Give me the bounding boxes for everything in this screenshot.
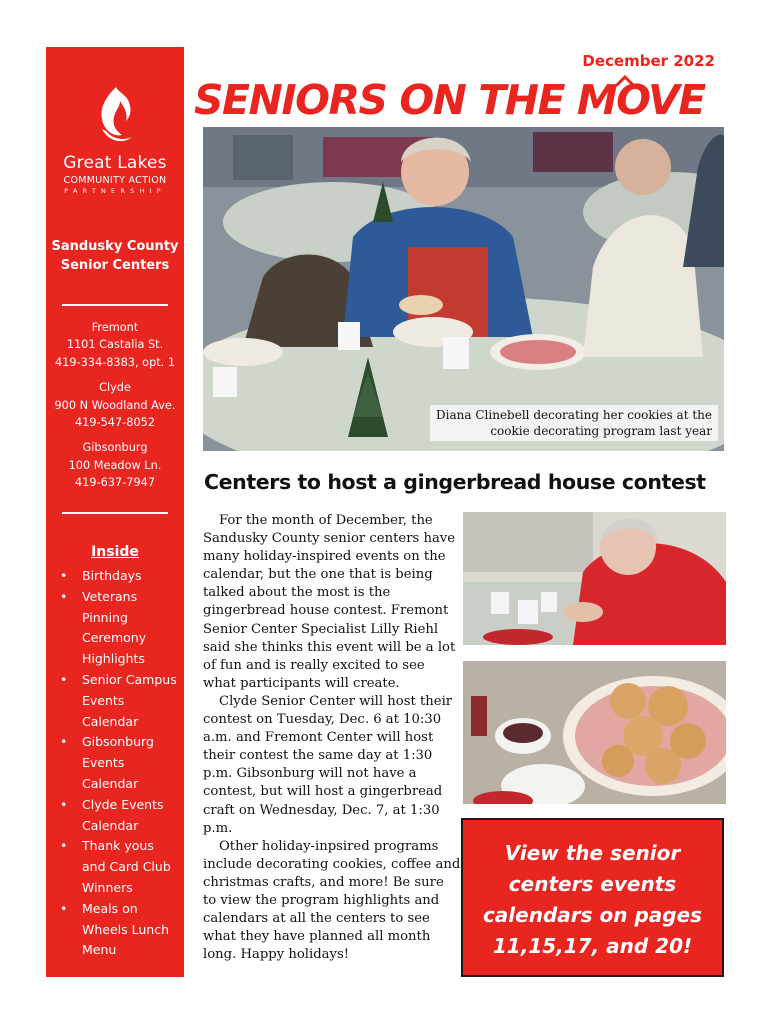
list-item-line: Calendar [82,775,139,791]
caption-line: Diana Clinebell decorating her cookies at the [436,408,712,422]
photo-woman-crafting [463,512,726,645]
list-item-line: • Gibsonburg [82,734,154,750]
county-line1: Sandusky County [51,239,179,254]
center-address: 900 N Woodland Ave. [54,398,176,412]
center-phone: 419-547-8052 [74,416,156,430]
list-item-line: • Clyde Events [82,796,164,812]
masthead-title: SENIORS ON THE MOVE [194,76,705,124]
list-item [56,795,184,837]
list-item [56,587,184,670]
county-title [46,237,184,275]
inside-list [56,566,184,961]
list-item-line: Events [82,692,125,708]
list-item-line: • Veterans [82,588,138,604]
brand-line2: COMMUNITY ACTION [63,175,167,186]
list-item-line: and Card Club [82,859,171,875]
inside-title: Inside [91,544,139,560]
photo-caption [430,405,718,441]
center-name: Clyde [99,381,131,395]
county-line2: Senior Centers [60,258,170,273]
list-item-line: Highlights [82,651,145,667]
divider [62,512,168,514]
brand-line3: PARTNERSHIP [64,187,166,195]
list-item-line: Wheels Lunch [82,921,170,937]
callout-line: centers events [508,872,677,896]
photo-illustration [203,127,724,451]
list-item [56,836,184,898]
list-item [56,899,184,961]
divider [62,304,168,306]
list-item [56,566,184,587]
photo-illustration [463,661,726,804]
list-item-line: Menu [82,942,117,958]
brand-name: Great Lakes [63,153,167,173]
center-address: 1101 Castalia St. [66,338,164,352]
photo-cookie-decorating [203,127,724,451]
list-item-line: Events [82,755,125,771]
center-name: Fremont [91,321,139,334]
list-item-line: Winners [82,879,133,895]
center-phone: 419-334-8383, opt. 1 [54,355,176,369]
center-clyde [46,379,184,431]
article-paragraph: Other holiday-inpsired programs include decorating cookies, coffee and christmas crafts, and more! Be sure to view the program highlights and calendars at all the centers to see what they have planned all month long. Happy holidays! [203,838,461,963]
center-fremont [46,319,184,371]
article-paragraph: Clyde Senior Center will host their contest on Tuesday, Dec. 6 at 10:30 a.m. and Fremont Center will host their contest the same day at 1:30 p.m. Gibsonburg will not have a contest, but will host a gingerbread craft on Wednesday, Dec. 7, at 1:30 p.m. [203,693,453,836]
center-name: Gibsonburg [82,441,148,455]
list-item-line: Ceremony [82,630,147,646]
list-item-line: Calendar [82,713,139,729]
callout-line: View the senior [504,841,681,865]
center-phone: 419-637-7947 [74,476,156,490]
photo-illustration [463,512,726,645]
article-headline: Centers to host a gingerbread house contest [204,470,706,494]
list-item-line: • Birthdays [82,568,142,583]
issue-date: December 2022 [582,52,715,70]
center-gibsonburg [46,439,184,491]
list-item-line: • Senior Campus [82,671,177,687]
list-item-line: • Meals on [82,900,138,916]
callout-line: calendars on pages [482,903,703,927]
list-item-line: • Thank yous [82,838,154,854]
list-item [56,732,184,794]
photo-cookies [463,661,726,804]
arrow-accent-icon [614,74,636,88]
list-item [56,670,184,732]
list-item-line: Calendar [82,817,139,833]
list-item-line: Pinning [82,609,128,625]
caption-line: cookie decorating program last year [490,424,712,438]
article-body [203,512,461,964]
calendar-callout [461,818,724,977]
callout-line: 11,15,17, and 20! [492,934,693,958]
sidebar [46,47,184,977]
center-address: 100 Meadow Ln. [68,458,162,472]
flame-logo-icon [94,85,136,147]
article-paragraph: For the month of December, the Sandusky County senior centers have many holiday-inspired events on the calendar, but the one that is being talked about the most is the gingerbread house contest. Fremont Senior Center Specialist Lilly Riehl said she thinks this event will be a lot of fun and is really excited to see what participants will create. [203,513,456,691]
center-list [46,319,184,492]
